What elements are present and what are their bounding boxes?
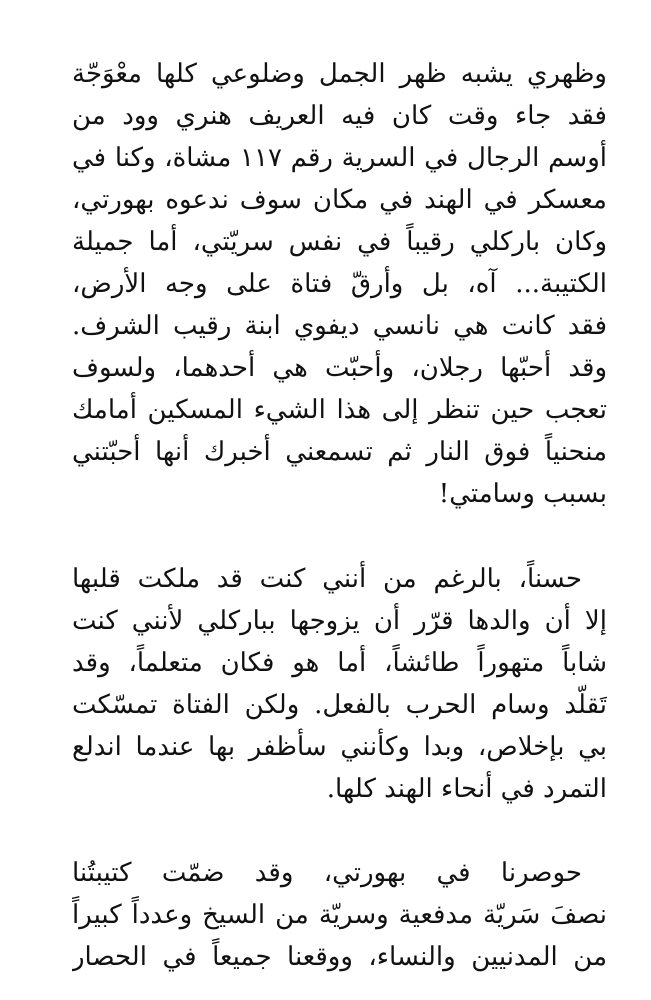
text-line: فقد كانت هي نانسي ديفوي ابنة رقيب الشرف. (72, 311, 607, 341)
text-line: وكان باركلي رقيباً في نفس سريّتي، أما جميلة (72, 227, 607, 257)
text-line: أوسم الرجال في السرية رقم ١١٧ مشاة، وكنا في (72, 143, 607, 173)
text-line: تعجب حين تنظر إلى هذا الشيء المسكين أمامك (72, 395, 607, 425)
text-line: التمرد في أنحاء الهند كلها. (326, 774, 607, 804)
text-line: معسكر في الهند في مكان سوف ندعوه بهورتي، (72, 185, 607, 215)
text-line: الكتيبة... آه، بل وأرقّ فتاة على وجه الأرض، (72, 269, 607, 299)
text-line-indented: حسناً، بالرغم من أنني كنت قد ملكت قلبها (72, 564, 582, 594)
text-line: بي بإخلاص، وبدا وكأنني سأظفر بها عندما اندلع (72, 732, 607, 762)
text-line: تَقلّد وسام الحرب بالفعل. ولكن الفتاة تمسّكت (72, 690, 607, 720)
text-line: منحنياً فوق النار ثم تسمعني أخبرك أنها أحبّتني (72, 437, 607, 467)
text-line: بسبب وسامتي! (438, 479, 607, 509)
text-line: وقد أحبّها رجلان، وأحبّت هي أحدهما، ولسوف (72, 353, 607, 383)
text-line: فقد جاء وقت كان فيه العريف هنري وود من (72, 101, 607, 131)
text-line: نصفَ سَريّة مدفعية وسريّة من السيخ وعدداً كبيراً (72, 900, 607, 930)
text-line-indented: حوصرنا في بهورتي، وقد ضمّت كتيبتُنا (72, 858, 582, 888)
text-line: وظهري يشبه ظهر الجمل وضلوعي كلها معْوَجّة (72, 59, 607, 89)
text-line: من المدنيين والنساء، ووقعنا جميعاً في الحصار (72, 942, 607, 972)
text-line: إلا أن والدها قرّر أن يزوجها بباركلي لأنني كنت (72, 606, 607, 636)
text-line: شاباً متهوراً طائشاً، أما هو فكان متعلماً، وقد (72, 648, 607, 678)
